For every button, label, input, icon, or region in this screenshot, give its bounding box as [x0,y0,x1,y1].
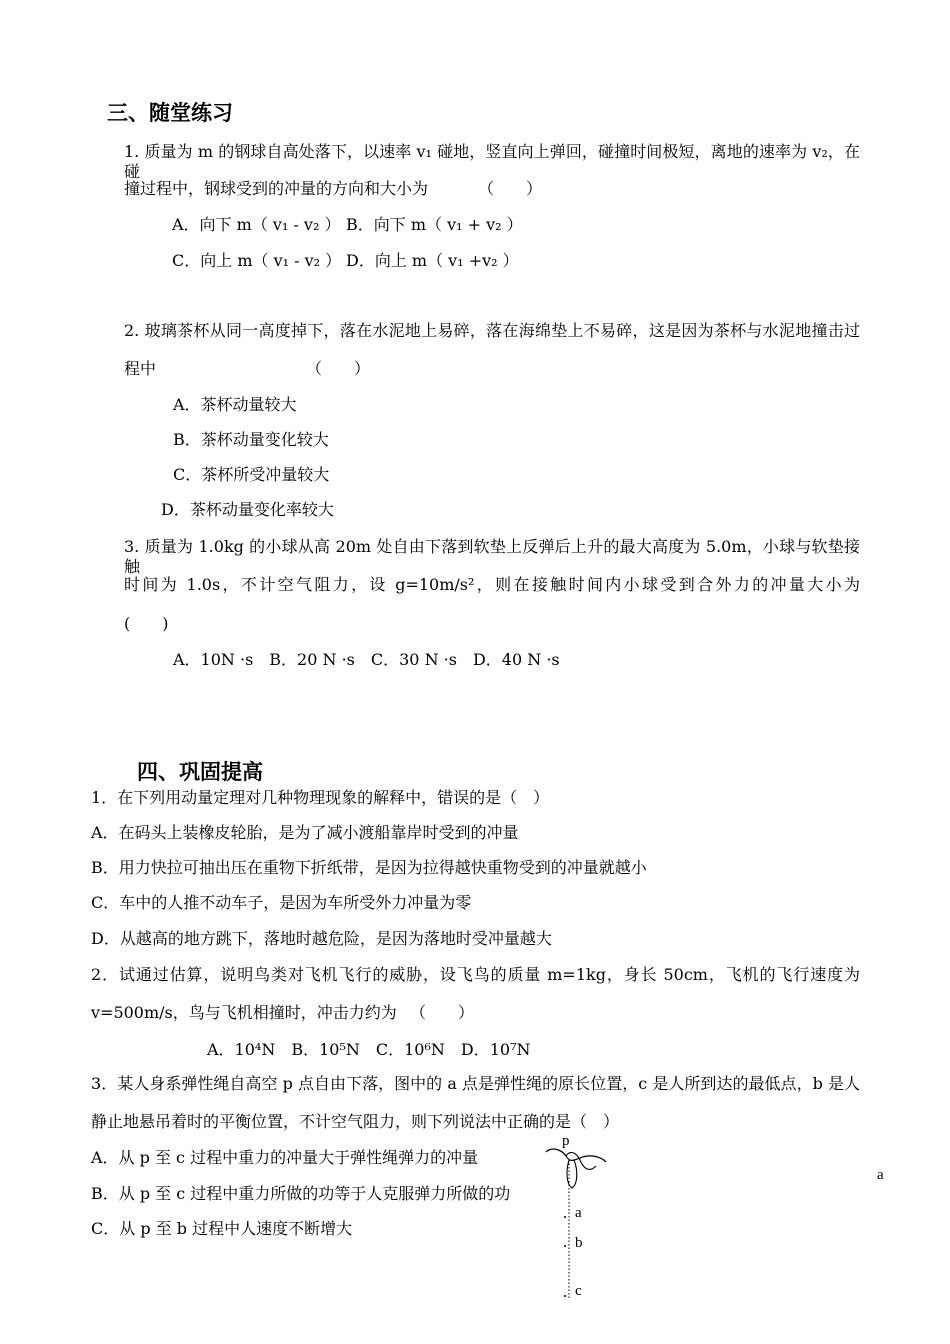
s3-q1-paren: （ ） [478,179,543,198]
s4-q2-paren: （ ） [410,1003,475,1022]
s3-q1-line1: 1. 质量为 m 的钢球自高处落下，以速率 v₁ 碰地，竖直向上弹回，碰撞时间极短，离地的速率为 v₂，在碰 [124,142,860,181]
s3-q1-option-b: B．向下 m（ v₁ + v₂ ） [346,215,523,234]
figure-label-p: p [562,1133,570,1149]
s4-q1-option-c: C．车中的人推不动车子，是因为车所受外力冲量为零 [91,893,472,912]
s4-q3-option-c: C．从 p 至 b 过程中人速度不断增大 [91,1219,353,1238]
s3-q3-line3: ( ) [124,614,169,633]
figure-label-a: a [575,1205,582,1221]
s3-q3-line2: 时间为 1.0s，不计空气阻力，设 g=10m/s²，则在接触时间内小球受到合外力的冲量大小为 [124,575,860,594]
s4-q1-option-d: D．从越高的地方跳下，落地时越危险，是因为落地时受冲量越大 [91,929,552,948]
rope-knot [546,1149,606,1162]
s3-q2-line1: 2. 玻璃茶杯从同一高度掉下，落在水泥地上易碎，落在海绵垫上不易碎，这是因为茶杯与水泥地撞击过 [124,321,860,340]
s3-q2-option-b: B．茶杯动量变化较大 [173,430,329,449]
s3-q2-option-d: D．茶杯动量变化率较大 [161,500,334,519]
s3-q2-option-a: A．茶杯动量较大 [173,395,297,414]
s4-q3-option-a: A．从 p 至 c 过程中重力的冲量大于弹性绳弹力的冲量 [91,1148,479,1167]
marker-dot-a [564,1216,566,1218]
s3-q3-line1: 3. 质量为 1.0kg 的小球从高 20m 处自由下落到软垫上反弹后上升的最大高度为 5.0m，小球与软垫接触 [124,537,860,576]
s3-q3-options: A．10N ·s B．20 N ·s C．30 N ·s D．40 N ·s [173,650,560,669]
s3-q2-paren: （ ） [306,359,371,378]
figure-label-c: c [575,1283,582,1299]
s4-q1-option-b: B．用力快拉可抽出压在重物下折纸带，是因为拉得越快重物受到的冲量就越小 [91,858,647,877]
stray-label-a: a [877,1167,884,1183]
s4-q3-line2: 静止地悬吊着时的平衡位置，不计空气阻力，则下列说法中正确的是（ ） [91,1112,620,1131]
section-heading-4: 四、巩固提高 [137,760,263,784]
s3-q2-option-c: C．茶杯所受冲量较大 [173,465,330,484]
figure-label-b: b [575,1235,583,1251]
s4-q2-options: A．10⁴N B．10⁵N C．10⁶N D．10⁷N [207,1040,531,1059]
s4-q3-line1: 3．某人身系弹性绳自高空 p 点自由下落，图中的 a 点是弹性绳的原长位置，c 是人所到达的最低点，b 是人 [91,1074,860,1093]
marker-dot-b [564,1245,566,1247]
s3-q1-option-c: C．向上 m（ v₁ - v₂ ） [172,251,342,270]
s4-q1-option-a: A．在码头上装橡皮轮胎，是为了减小渡船靠岸时受到的冲量 [91,823,519,842]
s4-q1-stem: 1．在下列用动量定理对几种物理现象的解释中，错误的是（ ） [91,788,550,807]
s3-q2-line2: 程中 [124,359,157,378]
marker-dot-c [564,1295,566,1297]
s4-q2-line2: v=500m/s，鸟与飞机相撞时，冲击力约为 [91,1003,397,1022]
s3-q1-line2: 撞过程中，钢球受到的冲量的方向和大小为 [124,179,429,198]
s4-q2-line1: 2．试通过估算，说明鸟类对飞机飞行的威胁，设飞鸟的质量 m=1kg，身长 50cm，飞机的飞行速度为 [91,965,860,984]
section-heading-3: 三、随堂练习 [107,101,233,125]
rope-loop [567,1160,577,1188]
s4-q3-option-b: B．从 p 至 c 过程中重力所做的功等于人克服弹力所做的功 [91,1184,511,1203]
rope-curl [566,1153,596,1170]
s3-q1-option-d: D．向上 m（ v₁ +v₂ ） [346,251,519,270]
s3-q1-option-a: A．向下 m（ v₁ - v₂ ） [172,215,341,234]
